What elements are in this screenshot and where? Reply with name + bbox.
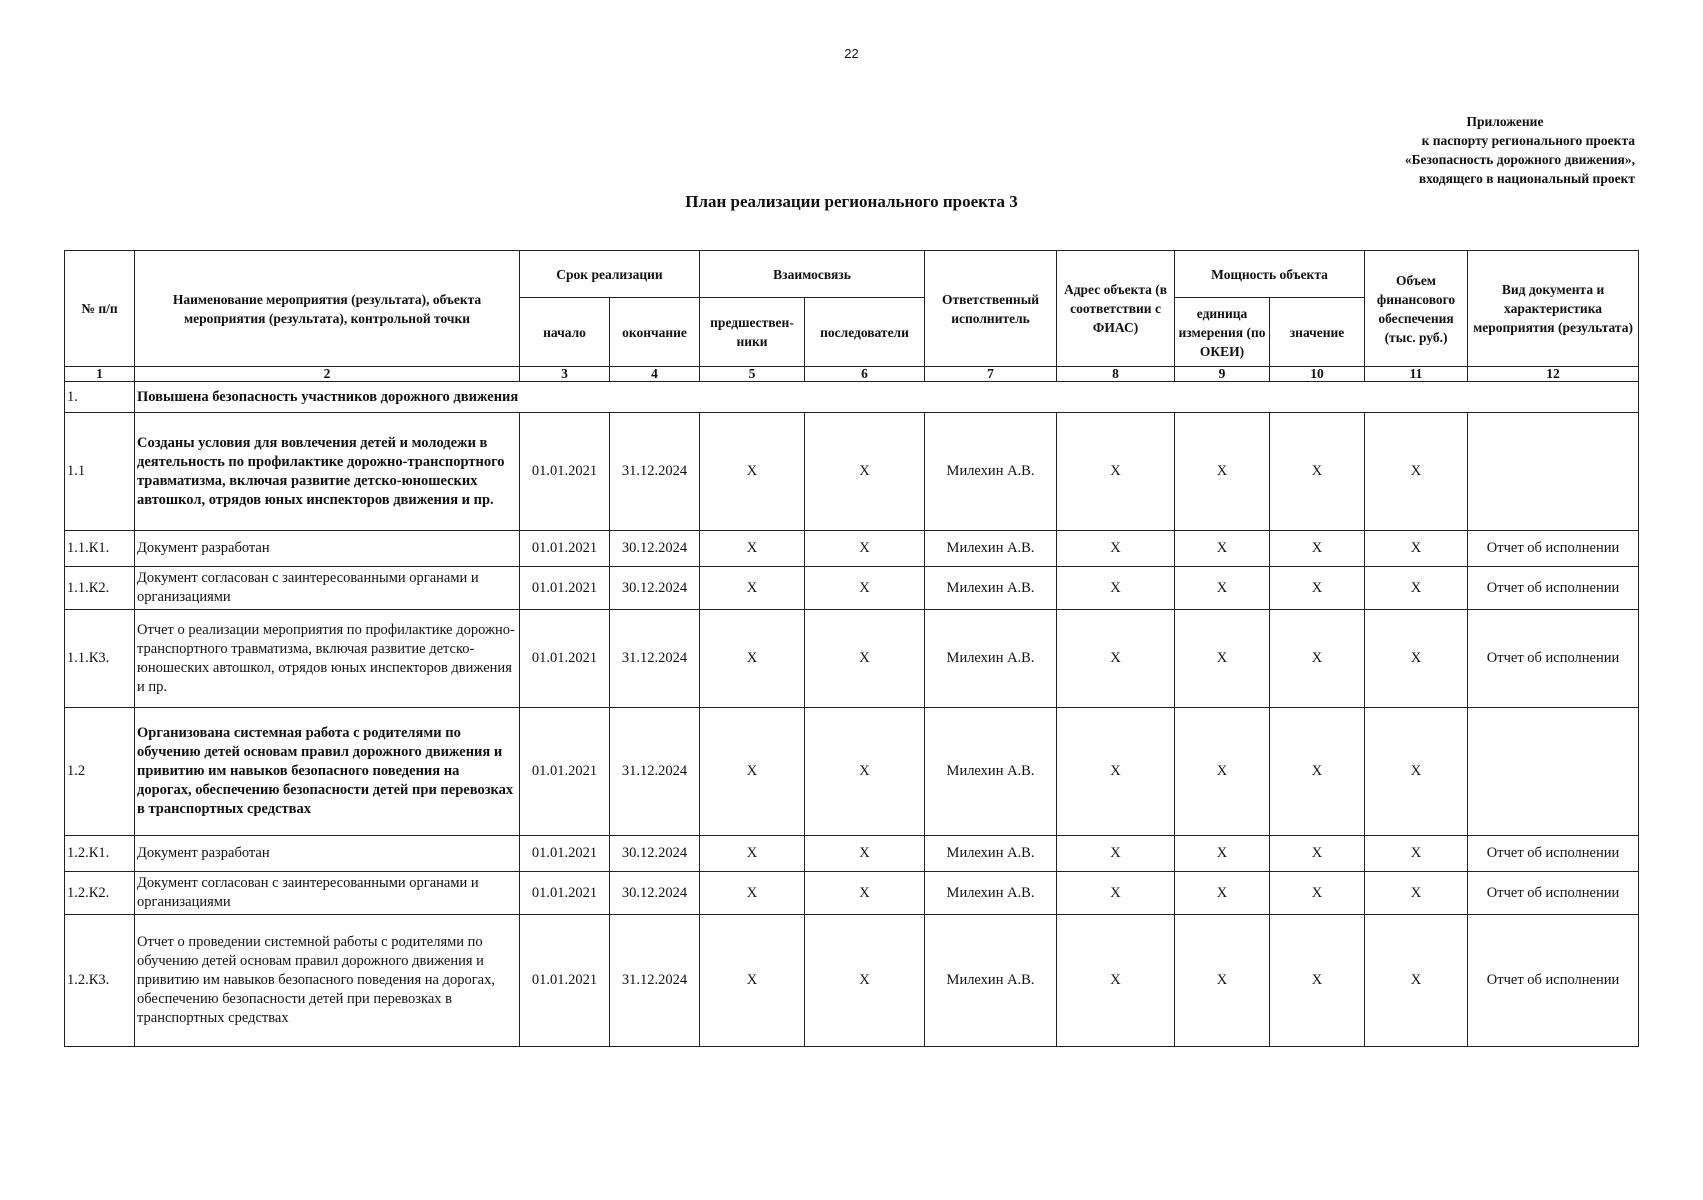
row-successors: X: [805, 872, 925, 915]
row-responsible: Милехин А.В.: [925, 915, 1057, 1047]
row-start-date: 01.01.2021: [520, 872, 610, 915]
row-predecessors: X: [700, 610, 805, 708]
row-doc-type: Отчет об исполнении: [1468, 610, 1639, 708]
row-num: 1.2.К3.: [65, 915, 135, 1047]
row-end-date: 31.12.2024: [610, 610, 700, 708]
row-address: X: [1057, 413, 1175, 531]
header-address: Адрес объекта (в соответствии с ФИАС): [1057, 251, 1175, 367]
section-num: 1.: [65, 382, 135, 413]
row-num: 1.1: [65, 413, 135, 531]
row-start-date: 01.01.2021: [520, 567, 610, 610]
row-num: 1.1.К3.: [65, 610, 135, 708]
row-predecessors: X: [700, 836, 805, 872]
column-number: 6: [805, 367, 925, 382]
row-value: X: [1270, 836, 1365, 872]
row-funding: X: [1365, 610, 1468, 708]
table-row: [65, 872, 1639, 915]
row-responsible: Милехин А.В.: [925, 708, 1057, 836]
row-funding: X: [1365, 836, 1468, 872]
row-address: X: [1057, 708, 1175, 836]
header-end: окончание: [610, 298, 700, 367]
table-row: [65, 413, 1639, 531]
row-responsible: Милехин А.В.: [925, 610, 1057, 708]
column-numbers-row: [65, 367, 1639, 382]
row-address: X: [1057, 872, 1175, 915]
row-doc-type: [1468, 413, 1639, 531]
row-value: X: [1270, 610, 1365, 708]
header-unit: единица измерения (по ОКЕИ): [1175, 298, 1270, 367]
row-address: X: [1057, 610, 1175, 708]
row-address: X: [1057, 915, 1175, 1047]
header-doc-type: Вид документа и характеристика мероприятия (результата): [1468, 251, 1639, 367]
row-successors: X: [805, 413, 925, 531]
row-end-date: 30.12.2024: [610, 836, 700, 872]
row-name: Отчет о реализации мероприятия по профилактике дорожно-транспортного травматизма, включая развитие детско-юношеских автошкол, отрядов юных инспекторов движения и пр.: [135, 610, 520, 708]
row-unit: X: [1175, 610, 1270, 708]
row-name: Документ согласован с заинтересованными органами и организациями: [135, 872, 520, 915]
appendix-line-2: к паспорту регионального проекта: [1421, 133, 1635, 148]
column-number: 5: [700, 367, 805, 382]
header-period: Срок реализации: [520, 251, 700, 298]
column-number: 10: [1270, 367, 1365, 382]
column-number: 7: [925, 367, 1057, 382]
row-num: 1.2: [65, 708, 135, 836]
row-doc-type: Отчет об исполнении: [1468, 915, 1639, 1047]
row-successors: X: [805, 836, 925, 872]
row-value: X: [1270, 708, 1365, 836]
table-row: [65, 915, 1639, 1047]
page-number: 22: [844, 46, 859, 61]
row-doc-type: [1468, 708, 1639, 836]
row-end-date: 30.12.2024: [610, 872, 700, 915]
row-responsible: Милехин А.В.: [925, 836, 1057, 872]
row-unit: X: [1175, 915, 1270, 1047]
appendix-line-1: Приложение: [1466, 114, 1544, 129]
column-number: 12: [1468, 367, 1639, 382]
row-value: X: [1270, 872, 1365, 915]
row-unit: X: [1175, 413, 1270, 531]
row-start-date: 01.01.2021: [520, 708, 610, 836]
section-title: Повышена безопасность участников дорожного движения: [135, 382, 1639, 413]
row-successors: X: [805, 567, 925, 610]
row-end-date: 30.12.2024: [610, 567, 700, 610]
table-row: [65, 567, 1639, 610]
header-responsible: Ответственный исполнитель: [925, 251, 1057, 367]
header-relations: Взаимосвязь: [700, 251, 925, 298]
row-value: X: [1270, 531, 1365, 567]
section-row: [65, 382, 1639, 413]
appendix-line-3: «Безопасность дорожного движения»,: [1404, 152, 1635, 167]
header-predecessors: предшествен-ники: [700, 298, 805, 367]
column-number: 4: [610, 367, 700, 382]
column-number: 3: [520, 367, 610, 382]
row-funding: X: [1365, 872, 1468, 915]
row-responsible: Милехин А.В.: [925, 567, 1057, 610]
row-funding: X: [1365, 567, 1468, 610]
row-unit: X: [1175, 567, 1270, 610]
column-number: 8: [1057, 367, 1175, 382]
row-predecessors: X: [700, 567, 805, 610]
row-predecessors: X: [700, 413, 805, 531]
header-capacity: Мощность объекта: [1175, 251, 1365, 298]
row-doc-type: Отчет об исполнении: [1468, 872, 1639, 915]
row-successors: X: [805, 610, 925, 708]
row-address: X: [1057, 836, 1175, 872]
row-funding: X: [1365, 531, 1468, 567]
row-start-date: 01.01.2021: [520, 915, 610, 1047]
table-header: [65, 251, 1639, 382]
row-start-date: 01.01.2021: [520, 610, 610, 708]
header-num: № п/п: [65, 251, 135, 367]
row-predecessors: X: [700, 872, 805, 915]
header-successors: последователи: [805, 298, 925, 367]
row-funding: X: [1365, 915, 1468, 1047]
row-value: X: [1270, 413, 1365, 531]
row-name: Организована системная работа с родителями по обучению детей основам правил дорожного движения и привитию им навыков безопасного поведения на дорогах, обеспечению безопасности детей при перевозках в транспортных средствах: [135, 708, 520, 836]
appendix-note: [1345, 112, 1635, 188]
row-doc-type: Отчет об исполнении: [1468, 567, 1639, 610]
row-num: 1.1.К2.: [65, 567, 135, 610]
row-unit: X: [1175, 708, 1270, 836]
row-responsible: Милехин А.В.: [925, 413, 1057, 531]
row-predecessors: X: [700, 915, 805, 1047]
row-name: Документ разработан: [135, 836, 520, 872]
row-start-date: 01.01.2021: [520, 413, 610, 531]
row-end-date: 31.12.2024: [610, 708, 700, 836]
row-doc-type: Отчет об исполнении: [1468, 836, 1639, 872]
row-successors: X: [805, 531, 925, 567]
row-successors: X: [805, 915, 925, 1047]
row-start-date: 01.01.2021: [520, 531, 610, 567]
row-end-date: 31.12.2024: [610, 413, 700, 531]
row-predecessors: X: [700, 708, 805, 836]
header-value: значение: [1270, 298, 1365, 367]
row-value: X: [1270, 915, 1365, 1047]
row-funding: X: [1365, 413, 1468, 531]
row-address: X: [1057, 567, 1175, 610]
table-body: [65, 382, 1639, 1047]
table-row: [65, 708, 1639, 836]
column-number: 2: [135, 367, 520, 382]
header-name: Наименование мероприятия (результата), объекта мероприятия (результата), контрольной точки: [135, 251, 520, 367]
row-name: Созданы условия для вовлечения детей и молодежи в деятельность по профилактике дорожно-транспортного травматизма, включая развитие детско-юношеских автошкол, отрядов юных инспекторов движения и пр.: [135, 413, 520, 531]
header-start: начало: [520, 298, 610, 367]
table-row: [65, 610, 1639, 708]
column-number: 9: [1175, 367, 1270, 382]
row-funding: X: [1365, 708, 1468, 836]
table-row: [65, 836, 1639, 872]
row-end-date: 31.12.2024: [610, 915, 700, 1047]
row-num: 1.2.К1.: [65, 836, 135, 872]
row-responsible: Милехин А.В.: [925, 872, 1057, 915]
column-number: 1: [65, 367, 135, 382]
row-unit: X: [1175, 836, 1270, 872]
row-successors: X: [805, 708, 925, 836]
row-num: 1.2.К2.: [65, 872, 135, 915]
document-title: План реализации регионального проекта 3: [685, 192, 1018, 211]
appendix-line-4: входящего в национальный проект: [1418, 171, 1635, 186]
column-number: 11: [1365, 367, 1468, 382]
row-name: Документ согласован с заинтересованными органами и организациями: [135, 567, 520, 610]
row-num: 1.1.К1.: [65, 531, 135, 567]
row-end-date: 30.12.2024: [610, 531, 700, 567]
table-row: [65, 531, 1639, 567]
row-name: Документ разработан: [135, 531, 520, 567]
row-unit: X: [1175, 531, 1270, 567]
plan-table: [64, 250, 1639, 1047]
row-address: X: [1057, 531, 1175, 567]
header-funding: Объем финансового обеспечения (тыс. руб.): [1365, 251, 1468, 367]
row-predecessors: X: [700, 531, 805, 567]
row-doc-type: Отчет об исполнении: [1468, 531, 1639, 567]
row-start-date: 01.01.2021: [520, 836, 610, 872]
row-responsible: Милехин А.В.: [925, 531, 1057, 567]
row-value: X: [1270, 567, 1365, 610]
row-unit: X: [1175, 872, 1270, 915]
row-name: Отчет о проведении системной работы с родителями по обучению детей основам правил дорожного движения и привитию им навыков безопасного поведения на дорогах, обеспечению безопасности детей при перевозках в транспортных средствах: [135, 915, 520, 1047]
